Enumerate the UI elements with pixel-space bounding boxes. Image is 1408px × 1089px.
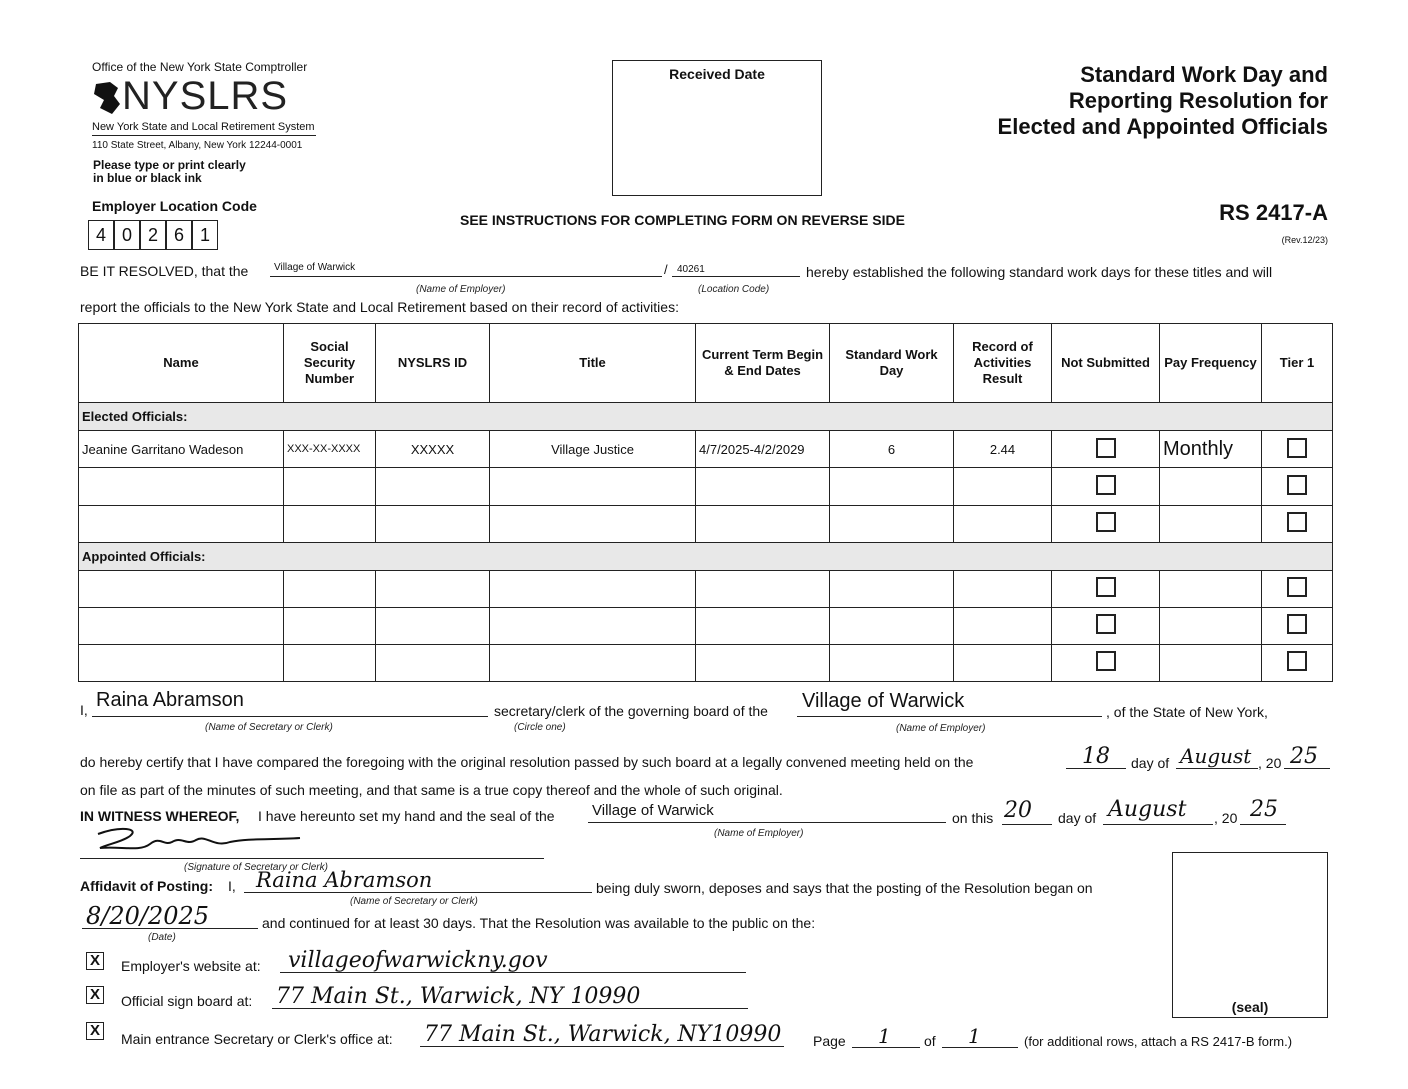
table-header-row xyxy=(79,324,1333,403)
col-header-pay-frequency: Pay Frequency xyxy=(1160,324,1262,403)
form-revision: (Rev.12/23) xyxy=(1281,235,1328,245)
empty-cell[interactable] xyxy=(376,570,490,607)
witness-text: I have hereunto set my hand and the seal of the xyxy=(258,808,555,824)
affidavit-text-2: and continued for at least 30 days. That the Resolution was available to the public on the: xyxy=(262,915,816,931)
not-submitted-checkbox[interactable] xyxy=(1096,512,1116,532)
meeting-year-field[interactable]: 25 xyxy=(1290,744,1318,769)
empty-cell[interactable] xyxy=(284,607,376,644)
empty-cell[interactable] xyxy=(490,505,696,542)
resolution-employer-field[interactable]: Village of Warwick xyxy=(274,262,356,273)
empty-cell[interactable] xyxy=(830,607,954,644)
affidavit-label: Affidavit of Posting: xyxy=(80,878,213,894)
location-code-boxes[interactable] xyxy=(88,220,218,250)
witness-day-field[interactable]: 20 xyxy=(1004,798,1032,823)
of-label: of xyxy=(924,1033,936,1049)
footer-note: (for additional rows, attach a RS 2417-B form.) xyxy=(1024,1034,1293,1049)
empty-cell[interactable] xyxy=(696,468,830,505)
not-submitted-checkbox[interactable] xyxy=(1096,651,1116,671)
not-submitted-checkbox[interactable] xyxy=(1096,438,1116,458)
posting-date-field[interactable]: 8/20/2025 xyxy=(86,902,210,930)
nyslrs-id-cell[interactable]: XXXXX xyxy=(376,431,490,468)
signature-image xyxy=(90,824,310,860)
col-header-not-submitted: Not Submitted xyxy=(1052,324,1160,403)
tier-1-cell xyxy=(1262,505,1333,542)
tier-1-cell xyxy=(1262,468,1333,505)
empty-cell[interactable] xyxy=(1160,644,1262,681)
caption-location-code: (Location Code) xyxy=(698,284,770,295)
tier-1-checkbox[interactable] xyxy=(1287,614,1307,634)
not-submitted-cell xyxy=(1052,431,1160,468)
cert-line-2: do hereby certify that I have compared the foregoing with the original resolution passed by such board at a legally convened meeting held on the xyxy=(80,754,974,770)
caption-employer-3: (Name of Employer) xyxy=(714,828,804,839)
empty-cell[interactable] xyxy=(490,607,696,644)
empty-cell[interactable] xyxy=(376,607,490,644)
appointed-officials-label: Appointed Officials: xyxy=(79,542,1333,570)
tier-1-checkbox[interactable] xyxy=(1287,438,1307,458)
empty-cell[interactable] xyxy=(830,468,954,505)
empty-cell[interactable] xyxy=(79,468,284,505)
empty-cell[interactable] xyxy=(284,570,376,607)
location-code-digit[interactable]: 2 xyxy=(140,220,166,250)
not-submitted-checkbox[interactable] xyxy=(1096,577,1116,597)
col-header-nyslrs-id: NYSLRS ID xyxy=(376,324,490,403)
see-instructions: SEE INSTRUCTIONS FOR COMPLETING FORM ON REVERSE SIDE xyxy=(460,212,905,228)
witness-month-field[interactable]: August xyxy=(1108,797,1187,822)
table-row xyxy=(79,607,1333,644)
instruction-line-1: Please type or print clearly xyxy=(93,158,246,172)
system-name: New York State and Local Retirement System xyxy=(92,121,315,133)
caption-date: (Date) xyxy=(148,932,176,943)
location-code-digit[interactable]: 0 xyxy=(114,220,140,250)
logo-text: NYSLRS xyxy=(122,74,289,118)
page-label: Page xyxy=(813,1033,846,1049)
caption-employer-2: (Name of Employer) xyxy=(896,723,986,734)
witness-year-field[interactable]: 25 xyxy=(1250,797,1278,822)
form-title-line-2: Reporting Resolution for xyxy=(1068,88,1328,113)
empty-cell[interactable] xyxy=(954,468,1052,505)
tier-1-cell xyxy=(1262,607,1333,644)
location-code-digit[interactable]: 4 xyxy=(88,220,114,250)
instruction-line-2: in blue or black ink xyxy=(93,171,202,185)
empty-cell[interactable] xyxy=(376,505,490,542)
term-dates-cell[interactable]: 4/7/2025-4/2/2029 xyxy=(696,431,830,468)
office-name: Office of the New York State Comptroller xyxy=(92,60,308,74)
day-of-label-2: day of xyxy=(1058,810,1097,826)
cert-line-3: on file as part of the minutes of such meeting, and that same is a true copy thereof and the whole of such original. xyxy=(80,782,783,798)
page-total-field[interactable]: 1 xyxy=(968,1024,981,1048)
empty-cell[interactable] xyxy=(79,644,284,681)
page-number-field[interactable]: 1 xyxy=(878,1024,891,1048)
col-header-name: Name xyxy=(79,324,284,403)
form-number: RS 2417-A xyxy=(1219,200,1328,225)
not-submitted-cell xyxy=(1052,570,1160,607)
day-of-label: day of xyxy=(1131,755,1170,771)
website-label: Employer's website at: xyxy=(121,958,261,974)
entrance-label: Main entrance Secretary or Clerk's office at: xyxy=(121,1031,393,1047)
received-date-box xyxy=(612,60,822,196)
signboard-checkbox[interactable]: X xyxy=(86,986,104,1004)
officials-table xyxy=(78,323,1333,682)
tier-1-checkbox[interactable] xyxy=(1287,651,1307,671)
empty-cell[interactable] xyxy=(490,644,696,681)
col-header-standard-work-day: Standard Work Day xyxy=(830,324,954,403)
website-checkbox[interactable]: X xyxy=(86,952,104,970)
resolution-prefix: BE IT RESOLVED, that the xyxy=(80,263,249,279)
table-row xyxy=(79,570,1333,607)
website-field[interactable]: villageofwarwickny.gov xyxy=(288,948,548,973)
seal-label: (seal) xyxy=(1231,999,1269,1015)
not-submitted-cell xyxy=(1052,644,1160,681)
not-submitted-checkbox[interactable] xyxy=(1096,614,1116,634)
signboard-field[interactable]: 77 Main St., Warwick, NY 10990 xyxy=(276,984,641,1009)
resolution-line-2: report the officials to the New York State and Local Retirement based on their record of activities: xyxy=(80,299,679,315)
received-date-label: Received Date xyxy=(669,66,765,82)
empty-cell[interactable] xyxy=(284,468,376,505)
employer-location-code-label: Employer Location Code xyxy=(92,198,257,214)
appointed-officials-section xyxy=(79,542,1333,570)
ssn-cell[interactable]: XXX-XX-XXXX xyxy=(284,431,376,468)
not-submitted-cell xyxy=(1052,607,1160,644)
empty-cell[interactable] xyxy=(79,607,284,644)
caption-affidavit-name: (Name of Secretary or Clerk) xyxy=(350,896,478,907)
on-this-label: on this xyxy=(952,810,994,826)
empty-cell[interactable] xyxy=(954,607,1052,644)
cert-middle: secretary/clerk of the governing board of the xyxy=(494,703,768,719)
pay-frequency-cell[interactable]: Monthly xyxy=(1160,431,1262,468)
cert-suffix: , of the State of New York, xyxy=(1106,704,1268,720)
tier-1-checkbox[interactable] xyxy=(1287,475,1307,495)
empty-cell[interactable] xyxy=(284,505,376,542)
tier-1-cell xyxy=(1262,431,1333,468)
col-header-term-dates: Current Term Begin & End Dates xyxy=(696,324,830,403)
empty-cell[interactable] xyxy=(376,468,490,505)
signboard-label: Official sign board at: xyxy=(121,993,253,1009)
tier-1-cell xyxy=(1262,644,1333,681)
elected-officials-label: Elected Officials: xyxy=(79,403,1333,431)
empty-cell[interactable] xyxy=(490,570,696,607)
empty-cell[interactable] xyxy=(954,505,1052,542)
empty-cell[interactable] xyxy=(1160,607,1262,644)
cert-employer-field[interactable]: Village of Warwick xyxy=(802,690,965,712)
resolution-location-code-field[interactable]: 40261 xyxy=(677,264,705,275)
empty-cell[interactable] xyxy=(830,644,954,681)
empty-cell[interactable] xyxy=(830,570,954,607)
caption-signature: (Signature of Secretary or Clerk) xyxy=(184,862,328,873)
empty-cell[interactable] xyxy=(376,644,490,681)
col-header-title: Title xyxy=(490,324,696,403)
col-header-record-of-activities: Record of Activities Result xyxy=(954,324,1052,403)
entrance-checkbox[interactable]: X xyxy=(86,1022,104,1040)
table-row xyxy=(79,431,1333,468)
seal-box xyxy=(1172,852,1328,1018)
form-title-line-3: Elected and Appointed Officials xyxy=(997,114,1328,139)
not-submitted-cell xyxy=(1052,468,1160,505)
empty-cell[interactable] xyxy=(1160,505,1262,542)
cert-prefix: I, xyxy=(80,702,88,718)
empty-cell[interactable] xyxy=(696,644,830,681)
empty-cell[interactable] xyxy=(954,644,1052,681)
empty-cell[interactable] xyxy=(79,570,284,607)
empty-cell[interactable] xyxy=(284,644,376,681)
year-prefix-2: , 20 xyxy=(1214,810,1238,826)
meeting-day-field[interactable]: 18 xyxy=(1082,744,1110,769)
entrance-field[interactable]: 77 Main St., Warwick, NY10990 xyxy=(424,1022,782,1047)
caption-secretary-name: (Name of Secretary or Clerk) xyxy=(205,722,333,733)
caption-circle-one: (Circle one) xyxy=(514,722,566,733)
elected-officials-section xyxy=(79,403,1333,431)
affidavit-name-field[interactable]: Raina Abramson xyxy=(256,868,433,892)
form-title-line-1: Standard Work Day and xyxy=(1080,62,1328,87)
empty-cell[interactable] xyxy=(830,505,954,542)
location-code-digit[interactable]: 1 xyxy=(192,220,218,250)
not-submitted-checkbox[interactable] xyxy=(1096,475,1116,495)
form-title xyxy=(998,62,1328,140)
empty-cell[interactable] xyxy=(696,570,830,607)
affidavit-text-1: being duly sworn, deposes and says that the posting of the Resolution began on xyxy=(596,880,1093,896)
empty-cell[interactable] xyxy=(696,607,830,644)
table-row xyxy=(79,505,1333,542)
empty-cell[interactable] xyxy=(696,505,830,542)
resolution-suffix: hereby established the following standard work days for these titles and will xyxy=(806,264,1273,280)
affidavit-i: I, xyxy=(228,878,236,894)
col-header-tier-1: Tier 1 xyxy=(1262,324,1333,403)
table-row xyxy=(79,468,1333,505)
official-name-cell[interactable]: Jeanine Garritano Wadeson xyxy=(79,431,284,468)
empty-cell[interactable] xyxy=(954,570,1052,607)
empty-cell[interactable] xyxy=(1160,570,1262,607)
state-silhouette-icon xyxy=(92,78,122,118)
empty-cell[interactable] xyxy=(490,468,696,505)
meeting-month-field[interactable]: August xyxy=(1180,744,1252,768)
secretary-name-field[interactable]: Raina Abramson xyxy=(96,689,244,711)
caption-employer: (Name of Employer) xyxy=(416,284,506,295)
year-prefix: , 20 xyxy=(1258,755,1282,771)
col-header-ssn: Social Security Number xyxy=(284,324,376,403)
standard-work-day-cell[interactable]: 6 xyxy=(830,431,954,468)
not-submitted-cell xyxy=(1052,505,1160,542)
table-row xyxy=(79,644,1333,681)
tier-1-checkbox[interactable] xyxy=(1287,512,1307,532)
record-of-activities-cell[interactable]: 2.44 xyxy=(954,431,1052,468)
empty-cell[interactable] xyxy=(79,505,284,542)
tier-1-cell xyxy=(1262,570,1333,607)
location-code-digit[interactable]: 6 xyxy=(166,220,192,250)
witness-label: IN WITNESS WHEREOF, xyxy=(80,808,240,824)
witness-employer-field[interactable]: Village of Warwick xyxy=(592,802,714,819)
empty-cell[interactable] xyxy=(1160,468,1262,505)
title-cell[interactable]: Village Justice xyxy=(490,431,696,468)
office-address: 110 State Street, Albany, New York 12244-0001 xyxy=(92,140,303,151)
tier-1-checkbox[interactable] xyxy=(1287,577,1307,597)
